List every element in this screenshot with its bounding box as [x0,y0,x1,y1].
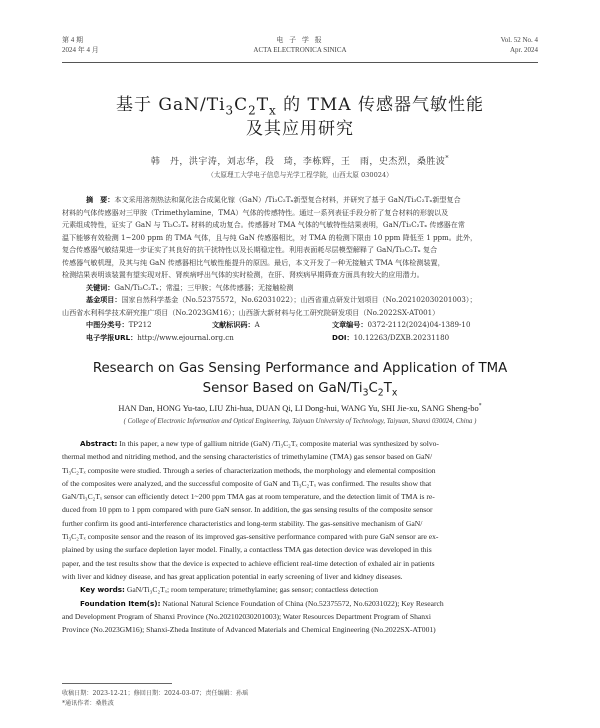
footnote-rule [62,683,172,684]
abstract-cn-line: 传感器气敏机理，及其与纯 GaN 传感器相比气敏性能提升的原因。最后，本文开发了一种无接触式 TMA 气体检测装置， [62,257,445,267]
abstract-en-line: duced from 10 ppm to 1 ppm compared with pure GaN sensor. In addition, the gas sensing results of the composite sensor [62,505,433,515]
funding-en-line: and Development Program of Shanxi Province (No.202102030201003); Water Resources Department Program of Shanxi [62,611,431,621]
abstract-en-line: thermal method and nitriding method, and the sensing characteristics of trimethylamine (TMA) gas sensor based on GaN/ [62,452,433,462]
journal-url-link[interactable]: http://www.ejournal.org.cn [137,332,234,342]
abstract-en [62,437,538,636]
abstract-cn-label: 摘 要： [86,195,115,204]
footnote-dates: 收稿日期：2023-12-21；修回日期：2024-03-07；责任编辑：孙瑶 [62,690,249,697]
title-cn-line2: 及其应用研究 [246,119,354,139]
abstract-en-line: paper, and the test results show that the device is expected to achieve efficient real-time detection of exhaled air in patients [62,558,435,568]
abstract-en-line: plained by using the surface depletion layer model. Finally, a contactless TMA gas detection device was developed in this [62,545,432,555]
abstract-en-label: Abstract: [80,439,118,448]
affiliation-cn: （太原理工大学电子信息与光学工程学院，山西太原 030024） [207,171,393,179]
title-en-line2: Sensor Based on GaN/$Ti_3C_2T_x$ [202,381,398,399]
abstract-cn-line: 复合传感器气敏结果进一步证实了其良好的抗干扰特性以及长期稳定性。利用表面耗尽层模型解释了 GaN/Ti₃C₂Tₓ 复合 [62,245,438,254]
funding-en: Foundation Item(s): National Natural Science Foundation of China (No.52375572, No.62031022); Key Research [80,598,444,608]
abstract-cn-line: 元素组成特性，证实了 GaN 与 Ti₃C₂Tₓ 材料的成功复合。传感器对 TMA 气体的气敏特性结果表明，GaN/Ti₃C₂Tₓ 传感器在常 [62,220,465,229]
abstract-en-line: GaN/Ti₃C₂Tₓ sensor can efficiently detect 1~200 ppm TMA gas at room temperature, and the detection limit of TMA is re- [62,492,435,502]
keywords-cn: 关键词：GaN/Ti₃C₂Tₓ；常温；三甲胺；气体传感器；无接触检测 [86,282,294,292]
abstract-en-line: further confirm its good anti-interference characteristics and long-term stability. The gas-sensitive mechanism of GaN/ [62,518,423,528]
abstract-en-line: of the composites were analyzed, and the successful composite of GaN and Ti₃C₂Tₓ was confirmed. The results show that [62,478,432,488]
header-volume: Vol. 52 No. 4 [500,36,538,44]
abstract-en-line: Abstract: In this paper, a new type of gallium nitride (GaN) /Ti₃C₂Tₓ composite material was synthesized by solvo- [80,439,439,448]
header-journal-cn: 电 子 学 报 [276,36,324,44]
header-date-cn: 2024 年 4 月 [62,46,99,54]
classification-row: 中图分类号：TP212 文献标识码：A 文章编号：0372-2112(2024)04-1389-10 [86,320,471,329]
abstract-cn-line: 温下能够有效检测 1~200 ppm 的 TMA 气体，且与纯 GaN 传感器相比，对 TMA 的检测下限由 10 ppm 降低至 1 ppm。此外， [62,232,478,242]
url-doi-row: 电子学报URL：http://www.ejournal.org.cn DOI：10.12263/DZXB.20231180 [86,332,450,342]
abstract-cn-line: 检测结果表明该装置有望实现对肝、肾疾病呼出气体的实时检测，在肝、肾疾病早期筛查方面具有较大的应用潜力。 [62,270,424,279]
abstract-cn [62,194,538,344]
funding-cn-line2: 山西省水利科学技术研究推广项目（No.2023GM16）；山西浙大新材料与化工研究院研发项目（No.2022SX-AT001） [62,307,440,317]
header-date-en: Apr. 2024 [510,46,538,54]
title-en-line1: Research on Gas Sensing Performance and Application of TMA [92,361,508,376]
authors-cn: 韩 丹，洪宇涛，刘志华，段 琦，李栋辉，王 雨，史杰烈，桑胜波* [150,155,450,167]
funding-cn: 基金项目：国家自然科学基金（No.52375572，No.62031022）；山西省重点研发计划项目（No.202102030201003）； [86,295,477,304]
title-cn-line1: 基于 GaN/$Ti_3C_2T_x$ 的 TMA 传感器气敏性能 [116,95,484,118]
funding-en-line: Province (No.2023GM16); Shanxi-Zheda Institute of Advanced Materials and Chemical Engineering (No.2022SX-AT001) [62,625,436,635]
abstract-en-line: Ti₃C₂Tₓ composite sensor and the reason of its improved gas-sensitive performance compared with pure GaN sensor are ex- [62,532,439,542]
keywords-en: Key words: GaN/Ti₃C₂Tₓ; room temperature; trimethylamine; gas sensor; contactless detection [80,585,379,595]
header-journal-en: ACTA ELECTRONICA SINICA [253,46,347,54]
abstract-en-line: Ti₃C₂Tₓ composite were studied. Through a series of characterization methods, the morphology and elemental composition [62,465,436,475]
header-issue-cn: 第 4 期 [62,36,83,44]
affiliation-en: ( College of Electronic Information and Optical Engineering, Taiyuan University of Technology, Taiyuan, Shanxi 030024, China ) [123,418,477,425]
header-rule [62,62,538,63]
abstract-cn-line: 材料的气体传感器对三甲胺（Trimethylamine，TMA）气体的传感特性。通过一系列表征手段分析了复合材料的形貌以及 [62,207,449,217]
abstract-cn-line: 摘 要：本文采用溶剂热法和氮化法合成氮化镓（GaN）/Ti₃C₂Tₓ新型复合材料，并研究了基于 GaN/Ti₃C₂Tₓ新型复合 [86,195,461,204]
footnote-corresponding: *通讯作者：桑胜波 [62,700,114,707]
authors-en: HAN Dan, HONG Yu-tao, LIU Zhi-hua, DUAN Qi, LI Dong-hui, WANG Yu, SHI Jie-xu, SANG Sheng-bo* [118,403,482,413]
abstract-en-line: with liver and kidney disease, and has great application potential in early screening of liver and kidney diseases. [62,571,403,581]
